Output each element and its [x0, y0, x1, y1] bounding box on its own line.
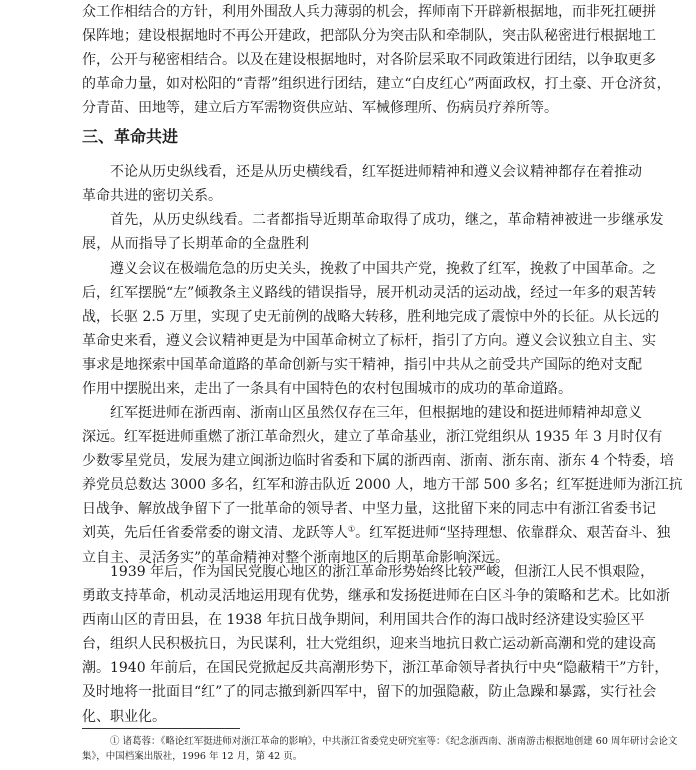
text-line: 保阵地；建设根据地时不再公开建政，把部队分为突击队和牵制队，突击队秘密进行根据地工	[82, 28, 656, 45]
text-line: 台，组织人民积极抗日，为民谋利，壮大党组织，迎来当地抗日救亡运动新高潮和党的建设高	[82, 636, 656, 653]
footnote-line: 集》，中国档案出版社，1996 年 12 月，第 42 页。	[82, 751, 303, 762]
text-line: 及时地将一批面目“红”了的同志撤到新四军中，留下的加强隐蔽，防止急躁和暴露，实行社会	[82, 684, 657, 701]
text-line: 后，红军摆脱“左”倾教条主义路线的错误指导，展开机动灵活的运动战，经过一年多的艰苦转	[82, 285, 657, 302]
subheading-paragraph	[82, 208, 664, 256]
text-line: 不论从历史纵线看，还是从历史横线看，红军挺进师精神和遵义会议精神都存在着推动	[110, 164, 642, 180]
text-line: 众工作相结合的方针，利用外围敌人兵力薄弱的机会，挥师南下开辟新根据地，而非死扛硬拼	[82, 4, 656, 20]
text-segment: 刘英，先后任省委常委的谢文清、龙跃等人	[82, 525, 348, 542]
paragraph-zunyi	[82, 257, 660, 402]
text-line: 化、职业化。	[82, 708, 166, 725]
text-line: 西南山区的青田县，在 1938 年抗日战争期间，利用国共合作的海口战时经济建设实验区平	[82, 612, 645, 629]
text-line: 深远。红军挺进师重燃了浙江革命烈火，建立了革命基业，浙江党组织从 1935 年 3 月时仅有	[82, 429, 663, 446]
footnote-divider	[82, 728, 240, 729]
footnote-line: ① 诸葛蓉：《略论红军挺进师对浙江革命的影响》，中共浙江省委党史研究室等：《纪念浙西南、浙南游击根据地创建 60 周年研讨会论文	[110, 736, 678, 747]
paragraph-intro	[82, 160, 642, 208]
paragraph-1939	[82, 560, 670, 729]
text-line: 展，从而指导了长期革命的全盘胜利	[82, 236, 310, 253]
footnote	[82, 734, 678, 764]
text-line: 战，长驱 2.5 万里，实现了史无前例的战略大转移，胜利地完成了震惊中外的长征。从长远的	[82, 309, 660, 326]
text-line: 分青苗、田地等，建立后方军需物资供应站、军械修理所、伤病员疗养所等。	[82, 100, 558, 117]
text-line: 作用中摆脱出来，走出了一条具有中国特色的农村包围城市的成功的革命道路。	[82, 381, 572, 398]
text-line: 的革命力量，如对松阳的“青帮”组织进行团结，建立“白皮红心”两面政权，打土豪、开仓济贫，	[82, 76, 671, 93]
text-line: 事求是地探索中国革命道路的革命创新与实干精神，指引中共从之前受共产国际的绝对支配	[82, 357, 642, 374]
paragraph-tingjin	[82, 401, 683, 570]
text-segment: 。红军挺进师“坚持理想、依靠群众、艰苦奋斗、独	[355, 525, 671, 542]
text-line: 养党员总数达 3000 多名，红军和游击队近 2000 人，地方干部 500 多名；红军挺进师为浙江抗	[82, 477, 683, 494]
text-line: 作，公开与秘密相结合。以及在建设根据地时，对各阶层采取不同政策进行团结，以争取更多	[82, 52, 656, 69]
text-line: 首先，从历史纵线看。二者都指导近期革命取得了成功，继之，革命精神被进一步继承发	[110, 212, 664, 228]
text-line: 立自主、灵活务实”的革命精神对整个浙南地区的后期革命影响深远。	[82, 549, 510, 566]
text-line: 勇敢支持革命，机动灵活地运用现有优势，继承和发扬挺进师在白区斗争的策略和艺术。比如浙	[82, 588, 670, 605]
footnote-marker[interactable]: ①	[348, 524, 356, 534]
text-line: 潮。1940 年前后，在国民党掀起反共高潮形势下，浙江革命领导者执行中央“隐蔽精干”方针，	[82, 660, 669, 677]
text-line: 革命史来看，遵义会议精神更是为中国革命树立了标杆，指引了方向。遵义会议独立自主、实	[82, 333, 656, 350]
text-line: 少数零星党员，发展为建立闽浙边临时省委和下属的浙西南、浙南、浙东南、浙东 4 个特委，培	[82, 453, 674, 470]
text-line: 红军挺进师在浙西南、浙南山区虽然仅存在三年，但根据地的建设和挺进师精神却意义	[110, 405, 642, 421]
text-line: 遵义会议在极端危急的历史关头，挽救了中国共产党，挽救了红军，挽救了中国革命。之	[110, 261, 656, 277]
text-line-with-footnote	[82, 521, 671, 545]
paragraph-opening	[82, 0, 671, 120]
text-line: 革命共进的密切关系。	[82, 188, 222, 205]
text-line: 1939 年后，作为国民党腹心地区的浙江革命形势始终比较严峻，但浙江人民不惧艰险，	[110, 564, 655, 580]
section-heading: 三、革命共进	[82, 127, 179, 146]
text-line: 日战争、解放战争留下了一批革命的领导者、中坚力量，这批留下来的同志中有浙江省委书记	[82, 501, 656, 518]
